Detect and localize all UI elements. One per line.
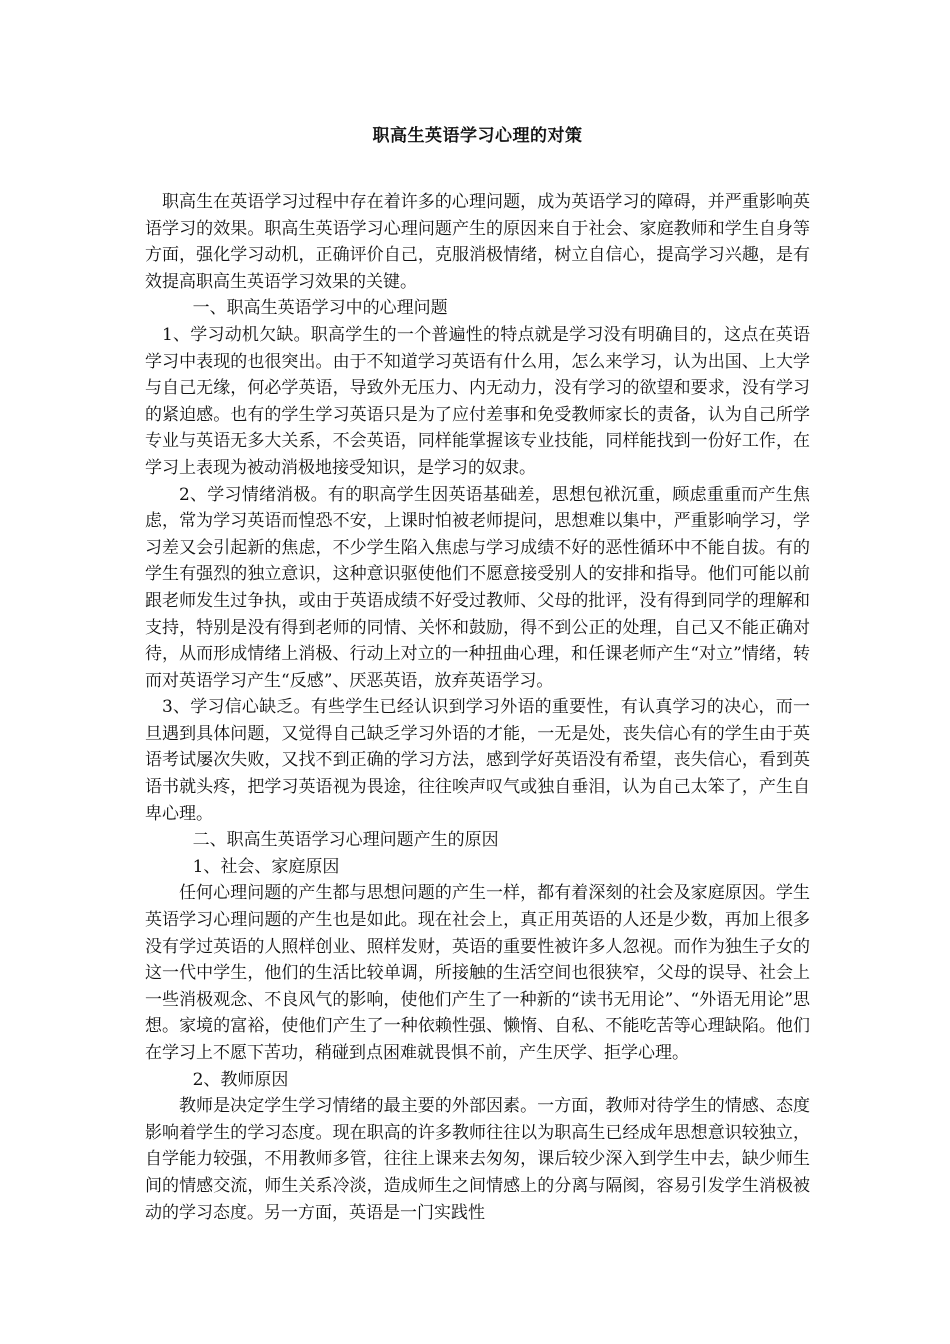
paragraph-confidence: 3、学习信心缺乏。有些学生已经认识到学习外语的重要性，有认真学习的决心，而一旦遇到具体问题，又觉得自己缺乏学习外语的才能，一无是处，丧失信心有的学生由于英语考试屡次失败，又找不到正确的学习方法，感到学好英语没有希望，丧失信心，看到英语书就头疼，把学习英语视为畏途，往往唉声叹气或独自垂泪，认为自己太笨了，产生自卑心理。 [145, 697, 810, 824]
intro-paragraph: 职高生在英语学习过程中存在着许多的心理问题，成为英语学习的障碍，并严重影响英语学习的效果。职高生英语学习心理问题产生的原因来自于社会、家庭教师和学生自身等方面，强化学习动机，正确评价自己，克服消极情绪，树立自信心，提高学习兴趣，是有效提高职高生英语学习效果的关键。 [145, 192, 810, 292]
paragraph-emotion: 2、学习情绪消极。有的职高学生因英语基础差，思想包袱沉重，顾虑重重而产生焦虑，常为学习英语而惶恐不安，上课时怕被老师提问，思想难以集中，严重影响学习，学习差又会引起新的焦虑，不少学生陷入焦虑与学习成绩不好的恶性循环中不能自拔。有的学生有强烈的独立意识，这种意识驱使他们不愿意接受别人的安排和指导。他们可能以前跟老师发生过争执，或由于英语成绩不好受过教师、父母的批评，没有得到同学的理解和支持，特别是没有得到老师的同情、关怀和鼓励，得不到公正的处理，自己又不能正确对待，从而形成情绪上消极、行动上对立的一种扭曲心理，和任课老师产生“对立”情绪，转而对英语学习产生“反感”、厌恶英语，放弃英语学习。 [145, 484, 810, 691]
paragraph-society-family: 任何心理问题的产生都与思想问题的产生一样，都有着深刻的社会及家庭原因。学生英语学习心理问题的产生也是如此。现在社会上，真正用英语的人还是少数，再加上很多没有学过英语的人照样创业、照样发财，英语的重要性被许多人忽视。而作为独生子女的这一代中学生，他们的生活比较单调，所接触的生活空间也很狭窄，父母的误导、社会上一些消极观念、不良风气的影响，使他们产生了一种新的“读书无用论”、“外语无用论”思想。家境的富裕，使他们产生了一种依赖性强、懒惰、自私、不能吃苦等心理缺陷。他们在学习上不愿下苦功，稍碰到点困难就畏惧不前，产生厌学、拒学心理。 [145, 883, 810, 1063]
subheading-teacher: 2、教师原因 [192, 1069, 289, 1090]
section-heading-1: 一、职高生英语学习中的心理问题 [192, 298, 448, 319]
document-page [145, 123, 810, 1226]
paragraph-teacher: 教师是决定学生学习情绪的最主要的外部因素。一方面，教师对待学生的情感、态度影响着学生的学习态度。现在职高的许多教师往往以为职高生已经成年思想意识较独立，自学能力较强，不用教师多管，往往上课来去匆匆，课后较少深入到学生中去，缺少师生间的情感交流，师生关系冷淡，造成师生之间情感上的分离与隔阂，容易引发学生消极被动的学习态度。另一方面，英语是一门实践性 [145, 1096, 810, 1223]
paragraph-motivation: 1、学习动机欠缺。职高学生的一个普遍性的特点就是学习没有明确目的，这点在英语学习中表现的也很突出。由于不知道学习英语有什么用，怎么来学习，认为出国、上大学与自己无缘，何必学英语，导致外无压力、内无动力，没有学习的欲望和要求，没有学习的紧迫感。也有的学生学习英语只是为了应付差事和免受教师家长的责备，认为自己所学专业与英语无多大关系，不会英语，同样能掌握该专业技能，同样能找到一份好工作，在学习上表现为被动消极地接受知识，是学习的奴隶。 [145, 324, 810, 478]
document-title: 职高生英语学习心理的对策 [372, 126, 583, 146]
section-heading-2: 二、职高生英语学习心理问题产生的原因 [192, 830, 499, 851]
subheading-society-family: 1、社会、家庭原因 [192, 856, 340, 877]
